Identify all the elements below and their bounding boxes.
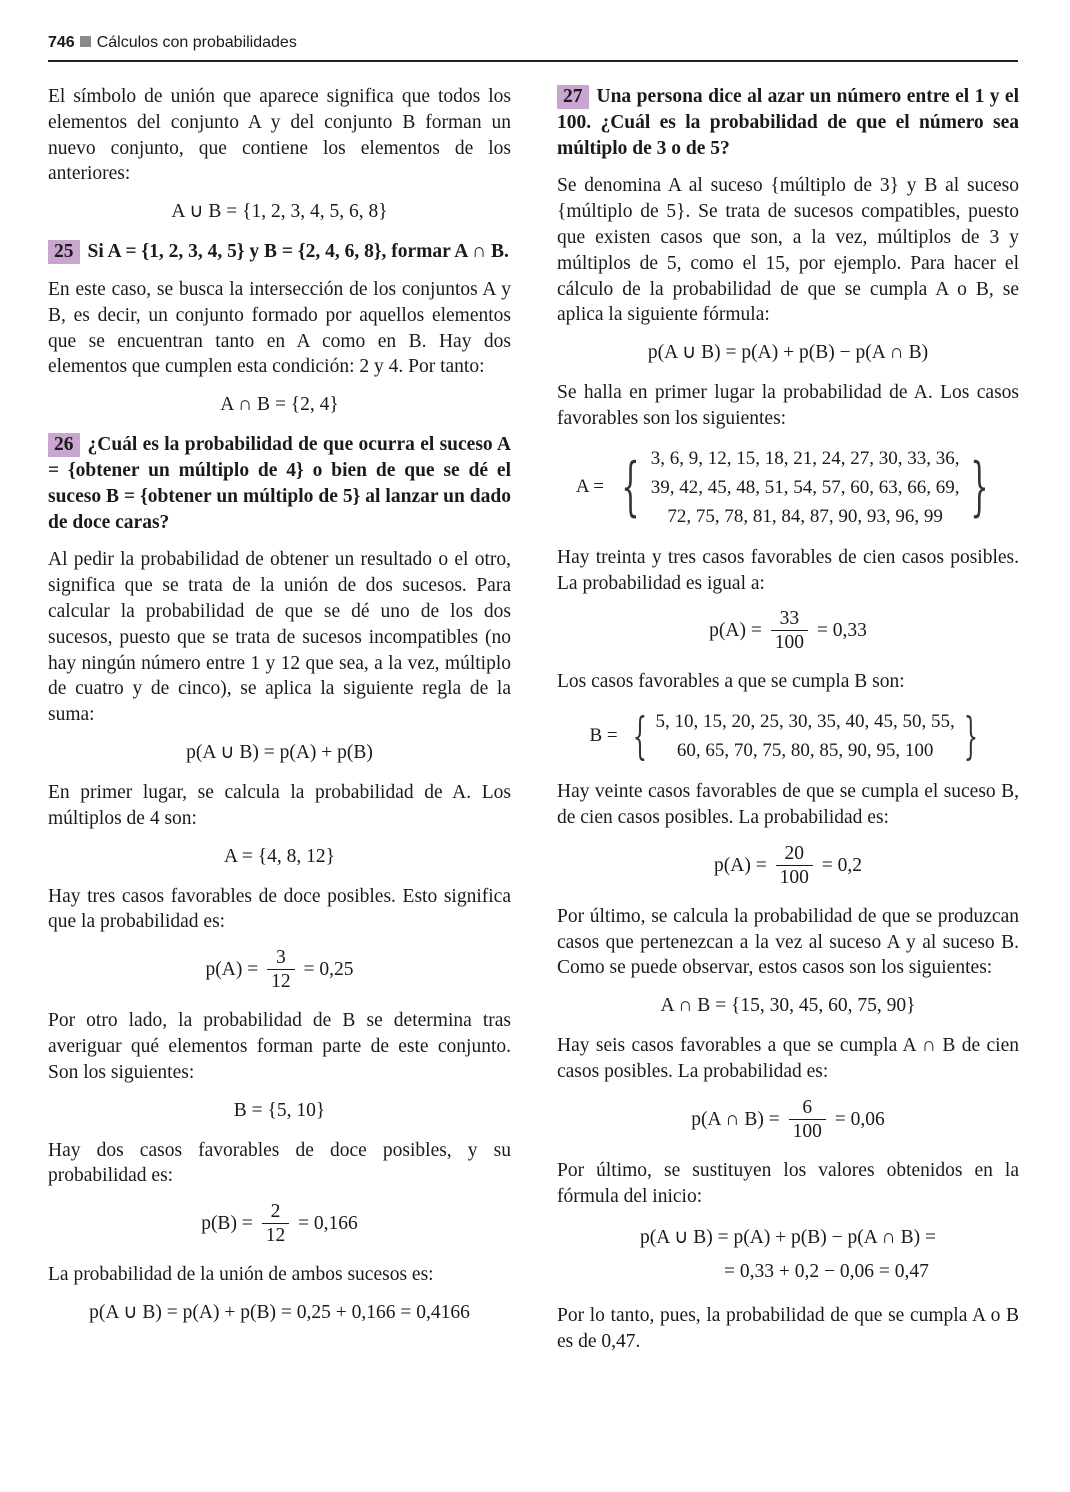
left-brace-icon: { (632, 707, 647, 766)
eq-lhs: p(A) = (205, 959, 259, 981)
equation-sum-rule: p(A ∪ B) = p(A) + p(B) (186, 741, 373, 763)
denominator: 12 (265, 1225, 286, 1247)
paragraph: Hay tres casos favorables de doce posibles. Esto significa que la probabilidad es: (48, 885, 511, 933)
page-number: 746 (48, 34, 75, 51)
eq-rhs: = 0,25 (303, 959, 354, 981)
set-line: 5, 10, 15, 20, 25, 30, 35, 40, 45, 50, 55, (655, 711, 955, 733)
equation-line: = 0,33 + 0,2 − 0,06 = 0,47 (723, 1261, 929, 1283)
paragraph: Por lo tanto, pues, la probabilidad de que se cumpla A o B es de 0,47. (557, 1305, 1019, 1353)
numerator: 33 (771, 608, 808, 631)
paragraph: Se denomina A al suceso {múltiplo de 3} y B al suceso {múltiplo de 5}. Se trata de sucesos compatibles, puesto que existen casos que son, a la vez, múltiplos de 3 y múltiplos de 5, como el 15, por ejemplo. Para hacer el cálculo de la probabilidad de que se cumpla A o B, se aplica la siguiente fórmula: (557, 175, 1019, 326)
set-elements (651, 444, 960, 531)
numerator: 20 (776, 843, 813, 866)
fraction (789, 1097, 826, 1144)
question-number: 25 (48, 240, 80, 264)
section-title: Cálculos con probabilidades (96, 34, 297, 51)
set-label: B = (589, 725, 618, 747)
paragraph: Al pedir la probabilidad de obtener un resultado o el otro, significa que se trata de la unión de dos sucesos. Para calcular la probabilidad de que se dé uno de los dos sucesos, puesto que se trata de sucesos incompatibles (no hay ningún número entre 1 y 12 que sea, a la vez, múltiplo de cuatro y de cinco), se aplica la siguiente regla de la suma: (48, 549, 511, 726)
question-number: 26 (48, 433, 80, 457)
denominator: 12 (271, 971, 291, 993)
equation-prob-a (557, 608, 1019, 655)
eq-lhs: p(A) = (714, 854, 767, 876)
equation-prob-b (557, 843, 1019, 890)
eq-lhs: p(A) = (709, 620, 762, 642)
eq-rhs: = 0,06 (834, 1108, 885, 1130)
set-label: A = (575, 476, 604, 498)
page-header (48, 34, 1018, 62)
question-27 (557, 84, 1019, 161)
question-25 (48, 239, 511, 265)
paragraph: Los casos favorables a que se cumpla B son: (557, 671, 905, 693)
paragraph: Por último, se calcula la probabilidad de que se produzcan casos que pertenezcan a la vez al suceso A y al suceso B. Como se puede observar, estos casos son los siguientes: (557, 905, 1019, 979)
paragraph: En este caso, se busca la intersección de los conjuntos A y B, es decir, un conjunto formado por aquellos elementos que se encuentran tanto en A como en B. Hay dos elementos que cumplen esta condición: 2 y 4. Por tanto: (48, 278, 511, 378)
eq-lhs: p(B) = (201, 1213, 253, 1235)
set-elements (655, 707, 954, 765)
paragraph: La probabilidad de la unión de ambos sucesos es: (48, 1264, 434, 1286)
set-b-block (557, 707, 1019, 765)
equation-union: A ∪ B = {1, 2, 3, 4, 5, 6, 8} (171, 201, 388, 223)
eq-lhs: p(A ∩ B) = (691, 1108, 780, 1130)
set-line: 39, 42, 45, 48, 51, 54, 57, 60, 63, 66, 69, (650, 476, 960, 498)
header-square-icon (80, 36, 91, 47)
equation-final: p(A ∪ B) = p(A) + p(B) = 0,25 + 0,166 = 0,4166 (89, 1301, 470, 1323)
equation-intersection: A ∩ B = {2, 4} (220, 394, 339, 416)
set-line: 3, 6, 9, 12, 15, 18, 21, 24, 27, 30, 33, 36, (650, 447, 960, 469)
equation-prob-ab (557, 1097, 1019, 1144)
eq-rhs: = 0,166 (298, 1213, 358, 1235)
question-26 (48, 432, 511, 535)
equation-set-b: B = {5, 10} (233, 1099, 326, 1121)
set-line: 60, 65, 70, 75, 80, 85, 90, 95, 100 (676, 740, 934, 762)
left-brace-icon: { (621, 450, 640, 525)
right-brace-icon: } (970, 450, 989, 525)
paragraph: Hay seis casos favorables a que se cumpla A ∩ B de cien casos posibles. La probabilidad es: (557, 1035, 1019, 1082)
equation-set-a: A = {4, 8, 12} (224, 845, 335, 867)
denominator: 100 (792, 1120, 822, 1142)
equation-prob-a (48, 947, 511, 994)
eq-rhs: = 0,2 (821, 854, 862, 876)
denominator: 100 (774, 632, 804, 654)
paragraph: Hay veinte casos favorables de que se cumpla el suceso B, de cien casos posibles. La probabilidad es: (557, 781, 1019, 828)
fraction (262, 1201, 290, 1248)
question-text: Si A = {1, 2, 3, 4, 5} y B = {2, 4, 6, 8}, formar A ∩ B. (87, 241, 509, 263)
numerator: 2 (262, 1201, 290, 1224)
paragraph: Por otro lado, la probabilidad de B se determina tras averiguar qué elementos forman parte de este conjunto. Son los siguientes: (48, 1010, 511, 1083)
set-line: 72, 75, 78, 81, 84, 87, 90, 93, 96, 99 (667, 505, 943, 527)
question-text: Una persona dice al azar un número entre el 1 y el 100. ¿Cuál es la probabilidad de que el número sea múltiplo de 3 o de 5? (557, 86, 1019, 159)
equation-formula: p(A ∪ B) = p(A) + p(B) − p(A ∩ B) (647, 342, 929, 364)
right-brace-icon: } (963, 707, 978, 766)
paragraph: Se halla en primer lugar la probabilidad de A. Los casos favorables son los siguientes: (557, 382, 1019, 429)
paragraph: Hay treinta y tres casos favorables de cien casos posibles. La probabilidad es igual a: (557, 546, 1019, 594)
fraction (776, 843, 813, 890)
paragraph: En primer lugar, se calcula la probabilidad de A. Los múltiplos de 4 son: (48, 781, 511, 829)
denominator: 100 (779, 866, 809, 888)
paragraph: Hay dos casos favorables de doce posibles, y su probabilidad es: (48, 1139, 511, 1187)
paragraph: Por último, se sustituyen los valores obtenidos en la fórmula del inicio: (557, 1159, 1019, 1207)
equation-substitution (557, 1221, 1019, 1289)
equation-line: p(A ∪ B) = p(A) + p(B) − p(A ∩ B) = (639, 1227, 937, 1249)
question-number: 27 (557, 85, 589, 109)
eq-rhs: = 0,33 (816, 620, 867, 642)
equation-intersection: A ∩ B = {15, 30, 45, 60, 75, 90} (660, 995, 916, 1017)
numerator: 6 (789, 1097, 826, 1120)
question-text: ¿Cuál es la probabilidad de que ocurra el suceso A = {obtener un múltiplo de 4} o bien de que se dé el suceso B = {obtener un múltiplo de 5} al lanzar un dado de doce caras? (48, 434, 511, 533)
fraction (267, 947, 295, 994)
set-a-block (557, 444, 1019, 531)
numerator: 3 (267, 947, 295, 970)
right-column (557, 84, 1019, 1367)
left-column (48, 84, 511, 1340)
equation-prob-b (48, 1201, 511, 1248)
equation-lines (640, 1221, 936, 1289)
fraction (771, 608, 808, 655)
intro-paragraph: El símbolo de unión que aparece significa que todos los elementos del conjunto A y del conjunto B forman un nuevo conjunto, que contiene los elementos de los anteriores: (48, 86, 511, 185)
